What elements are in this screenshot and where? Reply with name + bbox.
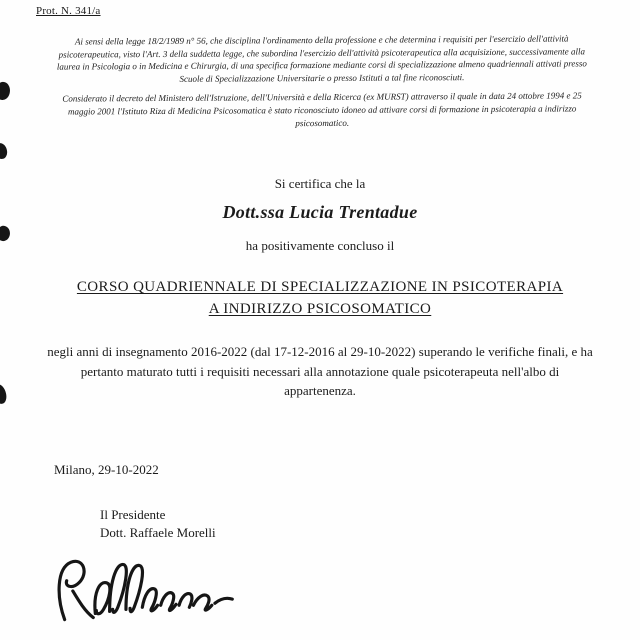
scan-artifact <box>0 81 12 102</box>
signature-block <box>100 506 216 542</box>
place-date: Milano, 29-10-2022 <box>54 462 159 477</box>
course-title-line-2: A INDIRIZZO PSICOSOMATICO <box>208 300 432 317</box>
signer-role: Il Presidente <box>100 507 166 522</box>
signature <box>48 546 253 638</box>
completion-line: ha positivamente concluso il <box>245 238 395 253</box>
legal-preamble <box>48 32 597 138</box>
course-title-line-1: CORSO QUADRIENNALE DI SPECIALIZZAZIONE IN PSICOTERAPIA <box>76 279 564 295</box>
legal-paragraph-2: Considerato il decreto del Ministero dell'Istruzione, dell'Università e della Ricerca (ex MURST) attraverso il quale in data 24 ottobre 1994 e 25 maggio 2001 l'Istituto Riza di Medicina Psicosomatica è stato riconosciuto idoneo ad attivare corsi di formazione in psicoterapia a indirizzo psicosomatico. <box>62 90 582 128</box>
signer-name: Dott. Raffaele Morelli <box>100 525 216 541</box>
body-paragraph: negli anni di insegnamento 2016-2022 (dal 17-12-2016 al 29-10-2022) superando le verifiche finali, e ha pertanto maturato tutti i requisiti necessari alla annotazione quale psicoterapeuta nell'albo di appartenenza. <box>47 344 593 398</box>
protocol-number: Prot. N. 341/a <box>36 5 101 17</box>
scan-artifact <box>0 142 8 160</box>
scan-artifact <box>0 383 8 405</box>
course-title <box>0 277 640 321</box>
certify-line: Si certifica che la <box>274 176 366 191</box>
recipient-name: Dott.ssa Lucia Trentadue <box>222 202 418 222</box>
legal-paragraph-1: Ai sensi della legge 18/2/1989 n° 56, che disciplina l'ordinamento della professione e che determina i requisiti per l'esercizio dell'attività psicoterapeutica, visto l'Art. 3 della suddetta legge, che subordina l'esercizio dell'attività psicoterapeutica alla acquisizione, successivamente alla laurea in Psicologia o in Medicina e Chirurgia, di una specifica formazione mediante corsi di specializzazione almeno quadriennali attivati presso Scuole di Specializzazione Universitarie o presso Istituti a tal fine riconosciuti. <box>56 33 587 84</box>
